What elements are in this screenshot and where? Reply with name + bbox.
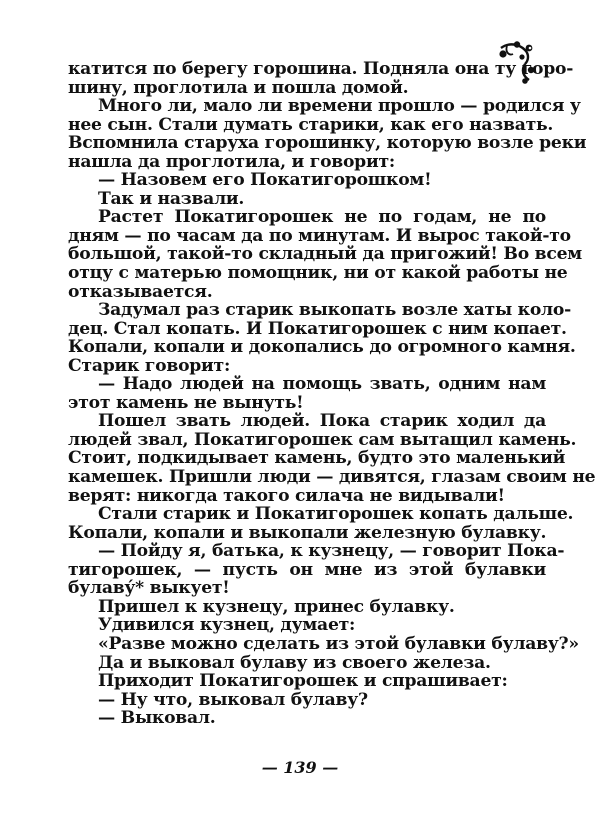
text-line: булаву́* выкует! — [68, 578, 230, 599]
text-line: Много ли, мало ли времени прошло — родился у — [98, 96, 581, 117]
text-line: дец. Стал копать. И Покатигорошек с ним копает. — [68, 318, 567, 339]
page-number: — 139 — — [261, 758, 339, 777]
text-line: «Разве можно сделать из этой булавки булаву?» — [98, 633, 579, 654]
text-line: Растет Покатигорошек не по годам, не по — [98, 207, 546, 228]
text-line: Приходит Покатигорошек и спрашивает: — [98, 671, 508, 692]
text-line: — Пойду я, батька, к кузнецу, — говорит Пока- — [98, 541, 565, 562]
text-line: Удивился кузнец, думает: — [98, 615, 356, 636]
text-line: отцу с матерью помощник, ни от какой работы не — [68, 263, 568, 284]
text-line: катится по берегу горошина. Подняла она ту горо- — [68, 59, 574, 79]
text-line: нее сын. Стали думать старики, как его назвать. — [68, 114, 554, 135]
text-line: Пошел звать людей. Пока старик ходил да — [98, 411, 546, 432]
text-line: нашла да проглотила, и говорит: — [68, 151, 395, 172]
text-line: тигорошек, — пусть он мне из этой булавки — [68, 559, 546, 580]
text-line: Пришел к кузнецу, принес булавку. — [98, 596, 455, 617]
text-line: людей звал, Покатигорошек сам вытащил камень. — [68, 429, 577, 450]
text-line: Так и назвали. — [98, 188, 245, 209]
text-line: шину, проглотила и пошла домой. — [68, 77, 409, 98]
text-line: Да и выковал булаву из своего железа. — [98, 652, 491, 673]
text-line: верят: никогда такого силача не видывали! — [68, 485, 505, 506]
text-line: — Выковал. — [98, 708, 216, 729]
text-line: камешек. Пришли люди — дивятся, глазам своим не — [68, 467, 596, 488]
text-line: большой, такой-то складный да пригожий! Во всем — [68, 244, 582, 265]
text-line: Стали старик и Покатигорошек копать дальше. — [98, 504, 574, 525]
text-line: дням — по часам да по минутам. И вырос такой-то — [68, 225, 571, 246]
text-line: отказывается. — [68, 281, 213, 302]
text-line: — Назовем его Покатигорошком! — [98, 170, 432, 191]
text-line: Стоит, подкидывает камень, будто это маленький — [68, 448, 566, 469]
text-line: Копали, копали и выкопали железную булавку. — [68, 522, 547, 543]
text-line: Вспомнила старуха горошинку, которую возле реки — [68, 133, 587, 154]
text-line: — Надо людей на помощь звать, одним нам — [98, 374, 546, 395]
story-text — [68, 59, 596, 729]
text-line: Старик говорит: — [68, 355, 231, 376]
text-line: — Ну что, выковал булаву? — [98, 689, 368, 710]
text-line: этот камень не вынуть! — [68, 392, 304, 413]
text-line: Задумал раз старик выкопать возле хаты коло- — [98, 300, 571, 321]
text-line: Копали, копали и докопались до огромного камня. — [68, 337, 576, 358]
